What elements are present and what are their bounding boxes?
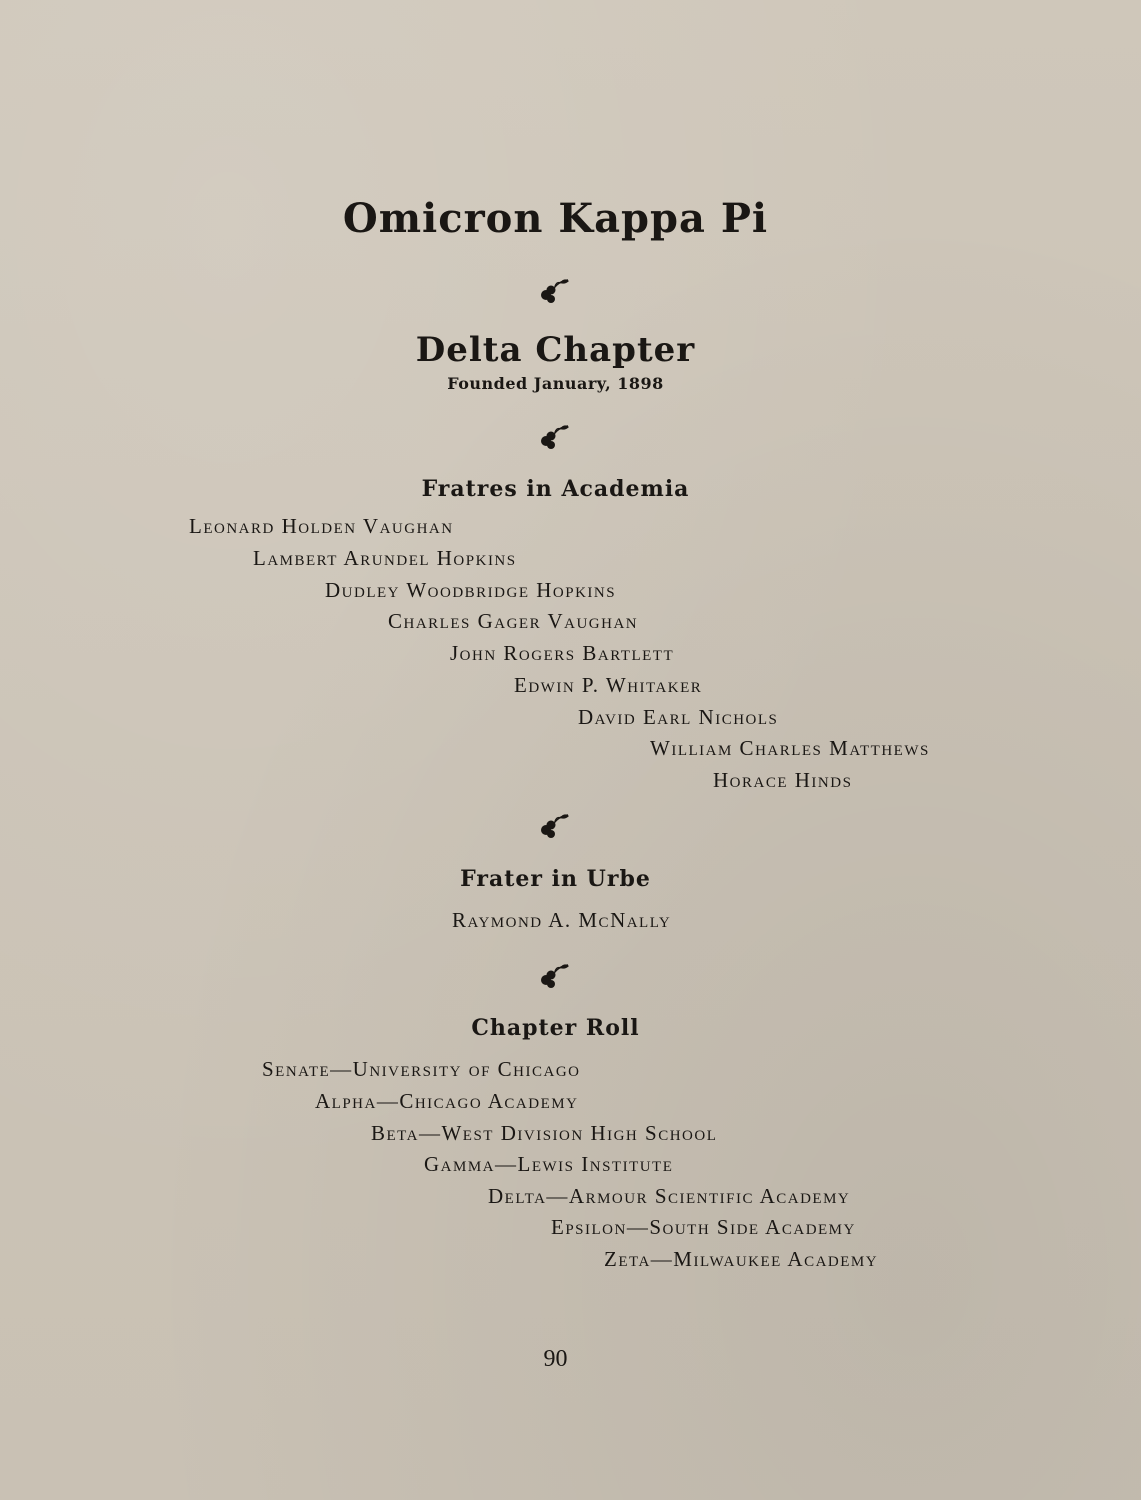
list-item: Gamma—Lewis Institute [424, 1152, 674, 1176]
list-item: Senate—University of Chicago [262, 1057, 581, 1081]
list-item: Delta—Armour Scientific Academy [488, 1184, 851, 1208]
list-item: Dudley Woodbridge Hopkins [325, 578, 617, 602]
leaf-ornament-icon [538, 960, 572, 990]
frater-in-urbe-heading: Frater in Urbe [460, 866, 651, 892]
list-item: Raymond A. McNally [452, 908, 672, 932]
list-item: Horace Hinds [713, 768, 853, 792]
leaf-ornament-icon [538, 421, 572, 451]
list-item: Zeta—Milwaukee Academy [604, 1247, 879, 1271]
chapter-roll-heading: Chapter Roll [471, 1015, 640, 1041]
list-item: Edwin P. Whitaker [514, 673, 703, 697]
list-item: William Charles Matthews [650, 736, 930, 760]
list-item: Alpha—Chicago Academy [315, 1089, 579, 1113]
list-item: Charles Gager Vaughan [388, 609, 639, 633]
list-item: Beta—West Division High School [371, 1121, 718, 1145]
list-item: David Earl Nichols [578, 705, 779, 729]
list-item: John Rogers Bartlett [450, 641, 675, 665]
page-title: Omicron Kappa Pi [342, 195, 769, 242]
chapter-title: Delta Chapter [415, 330, 696, 370]
list-item: Leonard Holden Vaughan [189, 514, 454, 538]
list-item: Lambert Arundel Hopkins [253, 546, 517, 570]
fratres-in-academia-heading: Fratres in Academia [421, 476, 690, 502]
leaf-ornament-icon [538, 810, 572, 840]
leaf-ornament-icon [538, 275, 572, 305]
founded-line: Founded January, 1898 [447, 374, 664, 393]
list-item: Epsilon—South Side Academy [551, 1215, 856, 1239]
page-number: 90 [543, 1346, 568, 1372]
